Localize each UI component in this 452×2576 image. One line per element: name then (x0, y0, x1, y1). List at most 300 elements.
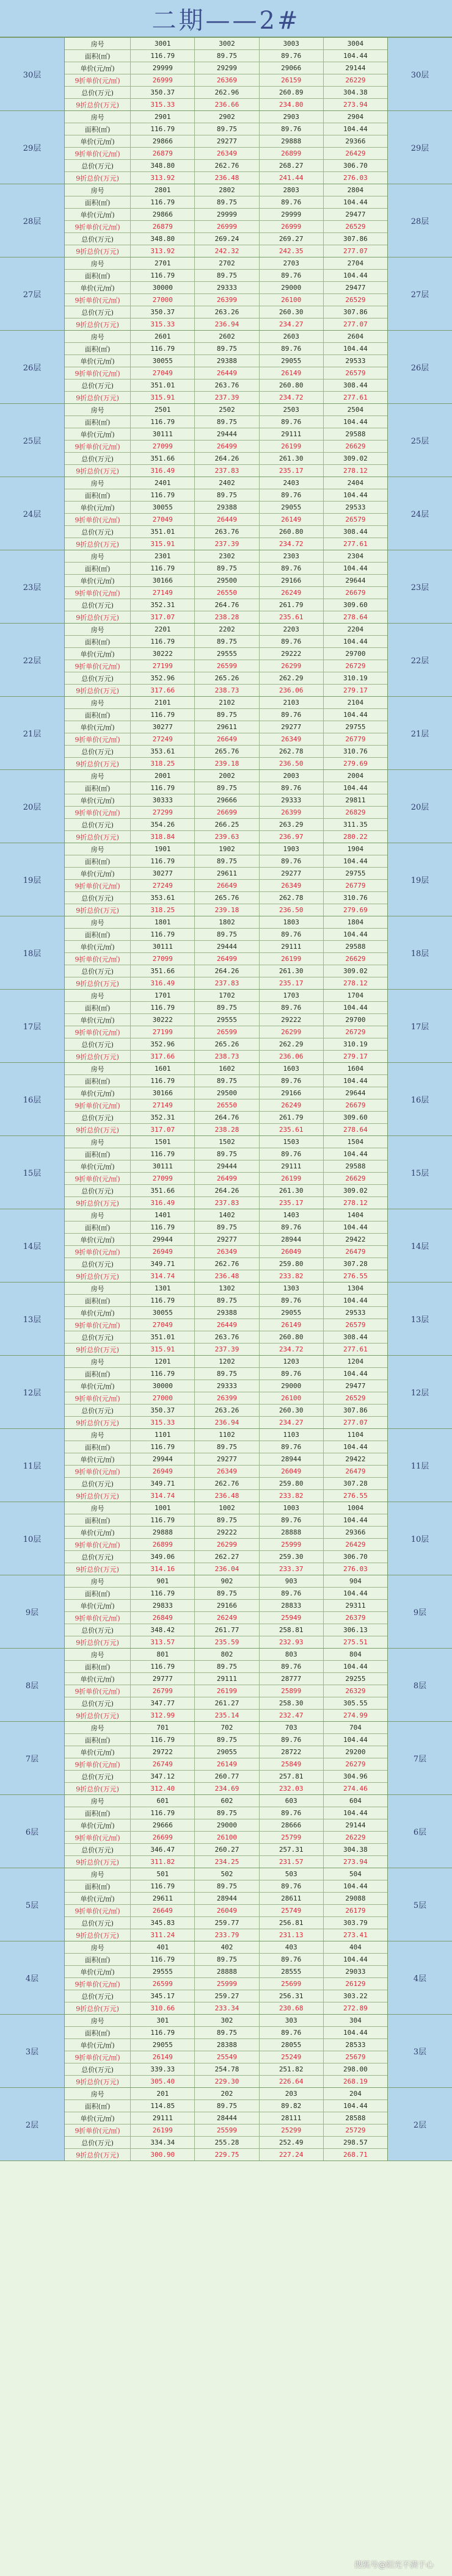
table-cell: 25599 (195, 2124, 259, 2136)
row-label: 单价(元/㎡) (65, 1819, 131, 1831)
table-cell: 27049 (131, 1319, 195, 1331)
table-cell: 89.76 (260, 1661, 324, 1672)
table-cell: 29000 (195, 1819, 259, 1831)
table-cell: 26899 (260, 148, 324, 159)
table-cell: 310.66 (131, 2002, 195, 2014)
table-cell: 25949 (260, 1612, 324, 1624)
table-cell: 3003 (260, 38, 324, 49)
row-label: 面积(㎡) (65, 196, 131, 208)
table-cell: 603 (260, 1795, 324, 1807)
floor-rows (65, 916, 387, 989)
table-cell: 89.76 (260, 782, 324, 794)
table-cell: 26749 (131, 1758, 195, 1770)
table-cell: 27149 (131, 1099, 195, 1111)
table-cell: 104.44 (343, 418, 368, 426)
row-label: 总价(万元) (65, 160, 131, 171)
row-label: 房号 (65, 477, 131, 489)
floor-rows (65, 1063, 387, 1135)
table-cell: 350.37 (131, 87, 195, 98)
table-cell: 1804 (347, 918, 364, 926)
table-cell: 239.63 (195, 831, 259, 843)
table-row (65, 306, 387, 318)
row-label: 房号 (65, 916, 131, 928)
table-cell: 304.96 (343, 1772, 368, 1780)
table-cell: 229.75 (195, 2149, 259, 2160)
table-row (65, 2137, 387, 2149)
table-cell: 26399 (195, 1392, 259, 1404)
table-cell: 26629 (345, 1175, 366, 1182)
table-row (65, 868, 387, 880)
table-cell: 28111 (260, 2112, 324, 2124)
table-cell: 278.64 (343, 613, 368, 621)
floor-label-left: 2层 (0, 2088, 65, 2160)
table-cell: 26329 (345, 1687, 366, 1695)
table-cell: 351.01 (131, 380, 195, 391)
table-cell: 352.31 (131, 599, 195, 611)
table-row (65, 1417, 387, 1428)
table-row (65, 1832, 387, 1844)
table-cell: 26129 (345, 1980, 366, 1988)
row-label: 9折单价(元/㎡) (65, 74, 131, 86)
table-cell: 2404 (347, 479, 364, 487)
table-cell: 704 (349, 1724, 362, 1732)
table-cell: 314.74 (131, 1270, 195, 1282)
table-cell: 1704 (347, 991, 364, 999)
table-cell: 2602 (195, 331, 259, 342)
row-label: 单价(元/㎡) (65, 575, 131, 586)
row-label: 总价(万元) (65, 1697, 131, 1709)
table-row (65, 1527, 387, 1539)
table-cell: 265.26 (195, 1038, 259, 1050)
floor-block (0, 1063, 452, 1136)
table-cell: 1701 (131, 990, 195, 1001)
table-cell: 89.75 (195, 270, 259, 281)
table-cell: 238.73 (195, 1051, 259, 1062)
table-cell: 238.28 (195, 611, 259, 623)
table-cell: 29277 (260, 721, 324, 733)
row-label: 房号 (65, 770, 131, 782)
table-cell: 104.44 (343, 1736, 368, 1744)
row-label: 面积(㎡) (65, 1368, 131, 1380)
table-row (65, 1185, 387, 1197)
table-cell: 25679 (345, 2053, 366, 2061)
row-label: 面积(㎡) (65, 1514, 131, 1526)
table-cell: 257.31 (260, 1844, 324, 1855)
table-cell: 29611 (195, 868, 259, 879)
table-row (65, 1002, 387, 1014)
table-cell: 30055 (131, 355, 195, 367)
table-cell: 310.19 (343, 1040, 368, 1048)
table-row (65, 1746, 387, 1758)
table-cell: 25749 (260, 1905, 324, 1916)
table-cell: 234.27 (260, 1417, 324, 1428)
row-label: 面积(㎡) (65, 1002, 131, 1013)
table-cell: 26649 (131, 1905, 195, 1916)
row-label: 总价(万元) (65, 2063, 131, 2075)
table-cell: 273.41 (343, 1931, 368, 1939)
table-cell: 26369 (195, 74, 259, 86)
table-cell: 1203 (260, 1356, 324, 1367)
table-cell: 230.68 (260, 2002, 324, 2014)
table-cell: 234.25 (195, 1856, 259, 1868)
table-cell: 236.48 (195, 1490, 259, 1502)
table-cell: 25799 (260, 1832, 324, 1843)
table-cell: 29588 (345, 943, 366, 951)
table-cell: 260.80 (260, 526, 324, 538)
table-cell: 29999 (131, 62, 195, 74)
table-cell: 26100 (260, 1392, 324, 1404)
table-cell: 1403 (260, 1209, 324, 1221)
table-cell: 504 (349, 1870, 362, 1878)
table-row (65, 1673, 387, 1685)
table-cell: 257.81 (260, 1771, 324, 1782)
row-label: 单价(元/㎡) (65, 1527, 131, 1538)
row-label: 总价(万元) (65, 453, 131, 464)
table-row (65, 99, 387, 110)
row-label: 面积(㎡) (65, 1588, 131, 1599)
table-cell: 263.26 (195, 306, 259, 318)
table-cell: 30222 (131, 1014, 195, 1026)
table-cell: 89.75 (195, 123, 259, 135)
table-cell: 602 (195, 1795, 259, 1807)
table-cell: 104.44 (343, 345, 368, 353)
table-cell: 279.17 (343, 686, 368, 694)
floor-rows (65, 1722, 387, 1794)
floor-rows (65, 770, 387, 843)
floor-block (0, 2015, 452, 2088)
table-cell: 29866 (131, 209, 195, 220)
floor-label-right: 11层 (387, 1429, 452, 1502)
table-cell: 89.82 (260, 2100, 324, 2112)
table-cell: 89.75 (195, 1880, 259, 1892)
row-label: 总价(万元) (65, 1331, 131, 1343)
floor-label-left: 13层 (0, 1283, 65, 1355)
table-cell: 27199 (131, 660, 195, 672)
row-label: 9折单价(元/㎡) (65, 1099, 131, 1111)
table-cell: 29555 (131, 1966, 195, 1977)
table-cell: 29588 (345, 1162, 366, 1170)
table-row (65, 685, 387, 696)
table-cell: 26100 (195, 1832, 259, 1843)
table-cell: 25549 (195, 2051, 259, 2063)
table-cell: 262.96 (195, 87, 259, 98)
table-cell: 26499 (195, 1173, 259, 1184)
table-cell: 1204 (347, 1358, 364, 1365)
floor-label-left: 4层 (0, 1941, 65, 2014)
table-cell: 26629 (345, 955, 366, 963)
row-label: 面积(㎡) (65, 1661, 131, 1672)
table-row (65, 62, 387, 74)
table-cell: 309.02 (343, 455, 368, 462)
floor-label-right: 26层 (387, 331, 452, 403)
floor-label-right: 14层 (387, 1209, 452, 1282)
floor-block (0, 1429, 452, 1502)
table-cell: 2004 (347, 772, 364, 780)
table-cell: 307.28 (343, 1480, 368, 1488)
table-cell: 104.44 (343, 638, 368, 646)
table-row (65, 1868, 387, 1880)
table-cell: 251.82 (260, 2063, 324, 2075)
table-cell: 231.57 (260, 1856, 324, 1868)
table-row (65, 599, 387, 611)
floor-label-left: 15层 (0, 1136, 65, 1209)
table-row (65, 929, 387, 941)
table-cell: 26449 (195, 367, 259, 379)
table-cell: 26199 (260, 441, 324, 452)
table-cell: 236.48 (195, 172, 259, 184)
table-cell: 346.47 (131, 1844, 195, 1855)
row-label: 9折总价(万元) (65, 1490, 131, 1502)
table-cell: 30166 (131, 575, 195, 586)
table-cell: 89.75 (195, 563, 259, 574)
row-label: 房号 (65, 624, 131, 635)
table-cell: 261.77 (195, 1624, 259, 1636)
table-cell: 26379 (345, 1614, 366, 1622)
floor-block (0, 916, 452, 990)
table-cell: 307.86 (343, 308, 368, 316)
row-label: 总价(万元) (65, 233, 131, 245)
table-cell: 25299 (260, 2124, 324, 2136)
table-cell: 26879 (131, 221, 195, 232)
table-cell: 235.14 (195, 1710, 259, 1721)
table-row (65, 550, 387, 563)
table-cell: 26499 (195, 953, 259, 965)
table-cell: 503 (260, 1868, 324, 1880)
table-row (65, 1453, 387, 1466)
table-cell: 89.75 (195, 709, 259, 721)
table-cell: 28611 (260, 1893, 324, 1904)
table-cell: 274.46 (343, 1785, 368, 1793)
row-label: 9折总价(万元) (65, 538, 131, 550)
table-cell: 28888 (195, 1966, 259, 1977)
table-row (65, 2112, 387, 2124)
table-cell: 404 (349, 1943, 362, 1951)
row-label: 9折总价(万元) (65, 1417, 131, 1428)
row-label: 总价(万元) (65, 819, 131, 830)
table-cell: 29111 (131, 2112, 195, 2124)
table-row (65, 50, 387, 62)
table-row (65, 87, 387, 99)
table-cell: 25729 (345, 2126, 366, 2134)
table-cell: 26149 (260, 514, 324, 525)
table-cell: 26349 (195, 1466, 259, 1477)
row-label: 总价(万元) (65, 1551, 131, 1563)
floor-block (0, 404, 452, 477)
table-row (65, 331, 387, 343)
table-cell: 89.75 (195, 1368, 259, 1380)
table-cell: 89.75 (195, 2100, 259, 2112)
table-cell: 26429 (345, 1541, 366, 1549)
table-cell: 104.44 (343, 1223, 368, 1231)
table-cell: 89.76 (260, 1734, 324, 1746)
table-cell: 29222 (195, 1527, 259, 1538)
floor-label-right: 27层 (387, 257, 452, 330)
table-cell: 26829 (345, 808, 366, 816)
table-cell: 264.76 (195, 1112, 259, 1123)
floor-rows (65, 1209, 387, 1282)
table-cell: 302 (195, 2015, 259, 2026)
table-cell: 261.30 (260, 453, 324, 464)
table-cell: 2201 (131, 624, 195, 635)
table-cell: 262.78 (260, 892, 324, 904)
floor-label-left: 30层 (0, 38, 65, 110)
table-cell: 104.44 (343, 1443, 368, 1451)
row-label: 房号 (65, 1209, 131, 1221)
table-row (65, 1661, 387, 1673)
table-cell: 30111 (131, 941, 195, 952)
table-cell: 29944 (131, 1234, 195, 1245)
floor-rows (65, 843, 387, 916)
table-cell: 29888 (260, 135, 324, 147)
table-cell: 25699 (260, 1978, 324, 1990)
table-cell: 29277 (260, 868, 324, 879)
floor-label-left: 5层 (0, 1868, 65, 1941)
table-cell: 26349 (260, 733, 324, 745)
table-row (65, 1929, 387, 1941)
floor-label-left: 10层 (0, 1502, 65, 1575)
table-cell: 1601 (131, 1063, 195, 1074)
row-label: 单价(元/㎡) (65, 1380, 131, 1392)
floor-rows (65, 2015, 387, 2087)
table-row (65, 1160, 387, 1173)
table-cell: 29588 (345, 430, 366, 438)
table-cell: 29033 (345, 1968, 366, 1976)
table-row (65, 343, 387, 355)
table-cell: 116.79 (131, 489, 195, 501)
table-row (65, 148, 387, 160)
table-cell: 307.86 (343, 1406, 368, 1414)
row-label: 总价(万元) (65, 1990, 131, 2002)
table-cell: 2904 (347, 113, 364, 121)
table-cell: 315.91 (131, 1344, 195, 1355)
table-row (65, 1331, 387, 1344)
table-cell: 26199 (195, 1685, 259, 1697)
table-row (65, 1478, 387, 1490)
row-label: 单价(元/㎡) (65, 1893, 131, 1904)
table-cell: 256.81 (260, 1917, 324, 1929)
table-cell: 116.79 (131, 855, 195, 867)
row-label: 单价(元/㎡) (65, 941, 131, 952)
table-cell: 89.75 (195, 1075, 259, 1087)
table-cell: 116.79 (131, 343, 195, 354)
table-cell: 3004 (347, 40, 364, 48)
floor-block (0, 1649, 452, 1722)
table-cell: 303.22 (343, 1992, 368, 2000)
table-row (65, 1624, 387, 1636)
table-cell: 316.49 (131, 977, 195, 989)
table-cell: 3001 (131, 38, 195, 49)
row-label: 9折单价(元/㎡) (65, 1905, 131, 1916)
table-cell: 26429 (345, 149, 366, 157)
floor-rows (65, 1136, 387, 1209)
table-row (65, 270, 387, 282)
floor-rows (65, 990, 387, 1062)
table-row (65, 209, 387, 221)
table-cell: 29777 (131, 1673, 195, 1685)
table-cell: 26849 (131, 1612, 195, 1624)
table-cell: 30000 (131, 1380, 195, 1392)
table-cell: 278.12 (343, 979, 368, 987)
table-cell: 1703 (260, 990, 324, 1001)
row-label: 单价(元/㎡) (65, 209, 131, 220)
table-row (65, 697, 387, 709)
table-cell: 29166 (260, 1087, 324, 1099)
table-row (65, 184, 387, 196)
floor-label-left: 17层 (0, 990, 65, 1062)
row-label: 9折单价(元/㎡) (65, 367, 131, 379)
floor-block (0, 184, 452, 257)
table-row (65, 1136, 387, 1148)
floor-label-left: 27层 (0, 257, 65, 330)
table-cell: 89.75 (195, 196, 259, 208)
table-cell: 114.85 (131, 2100, 195, 2112)
table-cell: 277.07 (343, 320, 368, 328)
table-cell: 29333 (260, 794, 324, 806)
row-label: 面积(㎡) (65, 270, 131, 281)
row-label: 单价(元/㎡) (65, 135, 131, 147)
table-row (65, 221, 387, 233)
table-cell: 89.75 (195, 416, 259, 428)
table-row (65, 404, 387, 416)
table-row (65, 1941, 387, 1954)
row-label: 总价(万元) (65, 1624, 131, 1636)
row-label: 单价(元/㎡) (65, 1307, 131, 1319)
table-cell: 116.79 (131, 782, 195, 794)
floor-label-right: 23层 (387, 550, 452, 623)
row-label: 单价(元/㎡) (65, 1453, 131, 1465)
table-cell: 1103 (260, 1429, 324, 1441)
table-cell: 116.79 (131, 929, 195, 940)
table-cell: 1802 (195, 916, 259, 928)
floor-label-right: 8层 (387, 1649, 452, 1721)
table-cell: 26149 (131, 2051, 195, 2063)
table-cell: 116.79 (131, 1441, 195, 1453)
table-cell: 104.44 (343, 52, 368, 60)
table-cell: 104.44 (343, 857, 368, 865)
table-cell: 1402 (195, 1209, 259, 1221)
table-cell: 29999 (195, 209, 259, 220)
table-cell: 29055 (260, 355, 324, 367)
table-cell: 27049 (131, 367, 195, 379)
table-cell: 272.89 (343, 2004, 368, 2012)
table-cell: 29144 (345, 64, 366, 72)
table-cell: 264.26 (195, 1185, 259, 1196)
row-label: 单价(元/㎡) (65, 282, 131, 293)
table-cell: 345.83 (131, 1917, 195, 1929)
table-cell: 26550 (195, 587, 259, 599)
table-cell: 1001 (131, 1502, 195, 1514)
table-cell: 104.44 (343, 2029, 368, 2037)
table-row (65, 1697, 387, 1710)
floor-label-right: 9层 (387, 1575, 452, 1648)
row-label: 房号 (65, 331, 131, 342)
table-cell: 27099 (131, 441, 195, 452)
row-label: 面积(㎡) (65, 1148, 131, 1160)
table-cell: 234.72 (260, 1344, 324, 1355)
row-label: 9折单价(元/㎡) (65, 1978, 131, 1990)
table-cell: 26779 (345, 882, 366, 890)
page-title: 二期——2# (151, 6, 301, 35)
table-cell: 261.79 (260, 1112, 324, 1123)
table-cell: 347.77 (131, 1697, 195, 1709)
floor-label-right: 22层 (387, 624, 452, 696)
table-cell: 241.44 (260, 172, 324, 184)
row-label: 9折单价(元/㎡) (65, 1173, 131, 1184)
table-row (65, 1807, 387, 1819)
table-cell: 2501 (131, 404, 195, 416)
table-cell: 348.80 (131, 233, 195, 245)
row-label: 房号 (65, 2088, 131, 2099)
